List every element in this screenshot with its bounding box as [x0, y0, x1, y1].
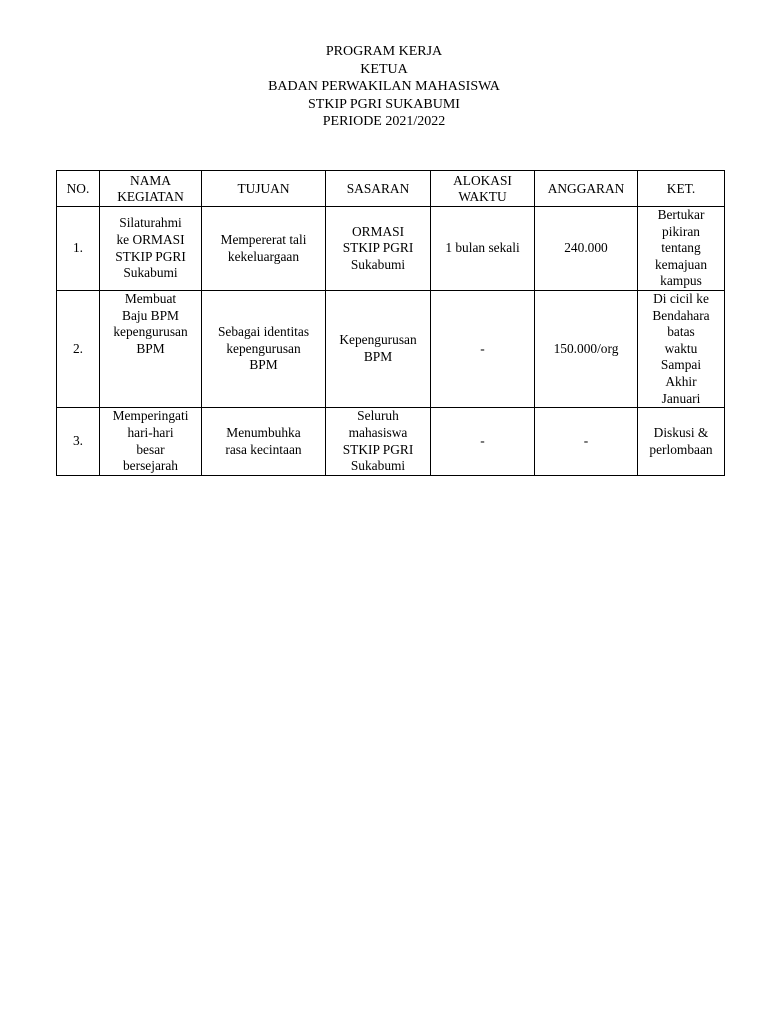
cell-no: 2.	[57, 291, 100, 408]
cell-nama-kegiatan: Memperingati hari-hari besar bersejarah	[100, 408, 202, 476]
title-line-institution: STKIP PGRI SUKABUMI	[308, 96, 460, 112]
cell-sasaran: Kepengurusan BPM	[326, 291, 431, 408]
title-line-ketua: KETUA	[360, 61, 408, 77]
cell-tujuan: Menumbuhka rasa kecintaan	[202, 408, 326, 476]
header-sasaran: SASARAN	[326, 171, 431, 207]
header-ket: KET.	[638, 171, 725, 207]
cell-tujuan: Sebagai identitas kepengurusan BPM	[202, 291, 326, 408]
cell-anggaran: -	[535, 408, 638, 476]
title-line-period: PERIODE 2021/2022	[322, 114, 446, 129]
header-alokasi-waktu: ALOKASI WAKTU	[431, 171, 535, 207]
table-row	[57, 291, 725, 408]
cell-anggaran: 150.000/org	[535, 291, 638, 408]
title-line-organization: BADAN PERWAKILAN MAHASISWA	[268, 79, 500, 94]
cell-sasaran: Seluruh mahasiswa STKIP PGRI Sukabumi	[326, 408, 431, 476]
cell-ket: Di cicil ke Bendahara batas waktu Sampai Akhir Januari	[638, 291, 725, 408]
table-row	[57, 207, 725, 291]
header-tujuan: TUJUAN	[202, 171, 326, 207]
cell-no: 3.	[57, 408, 100, 476]
table-header-row	[57, 171, 725, 207]
document-title	[0, 43, 768, 131]
cell-sasaran: ORMASI STKIP PGRI Sukabumi	[326, 207, 431, 291]
cell-nama-kegiatan: Membuat Baju BPM kepengurusan BPM	[100, 291, 202, 408]
header-nama-kegiatan: NAMA KEGIATAN	[100, 171, 202, 207]
title-line-program-kerja: PROGRAM KERJA	[325, 44, 443, 59]
cell-alokasi-waktu: -	[431, 291, 535, 408]
cell-anggaran: 240.000	[535, 207, 638, 291]
cell-no: 1.	[57, 207, 100, 291]
header-anggaran: ANGGARAN	[535, 171, 638, 207]
cell-alokasi-waktu: -	[431, 408, 535, 476]
header-no: NO.	[57, 171, 100, 207]
program-table	[56, 170, 725, 476]
cell-ket: Bertukar pikiran tentang kemajuan kampus	[638, 207, 725, 291]
cell-ket: Diskusi & perlombaan	[638, 408, 725, 476]
cell-nama-kegiatan: Silaturahmi ke ORMASI STKIP PGRI Sukabumi	[100, 207, 202, 291]
cell-alokasi-waktu: 1 bulan sekali	[431, 207, 535, 291]
table-row	[57, 408, 725, 476]
cell-tujuan: Mempererat tali kekeluargaan	[202, 207, 326, 291]
